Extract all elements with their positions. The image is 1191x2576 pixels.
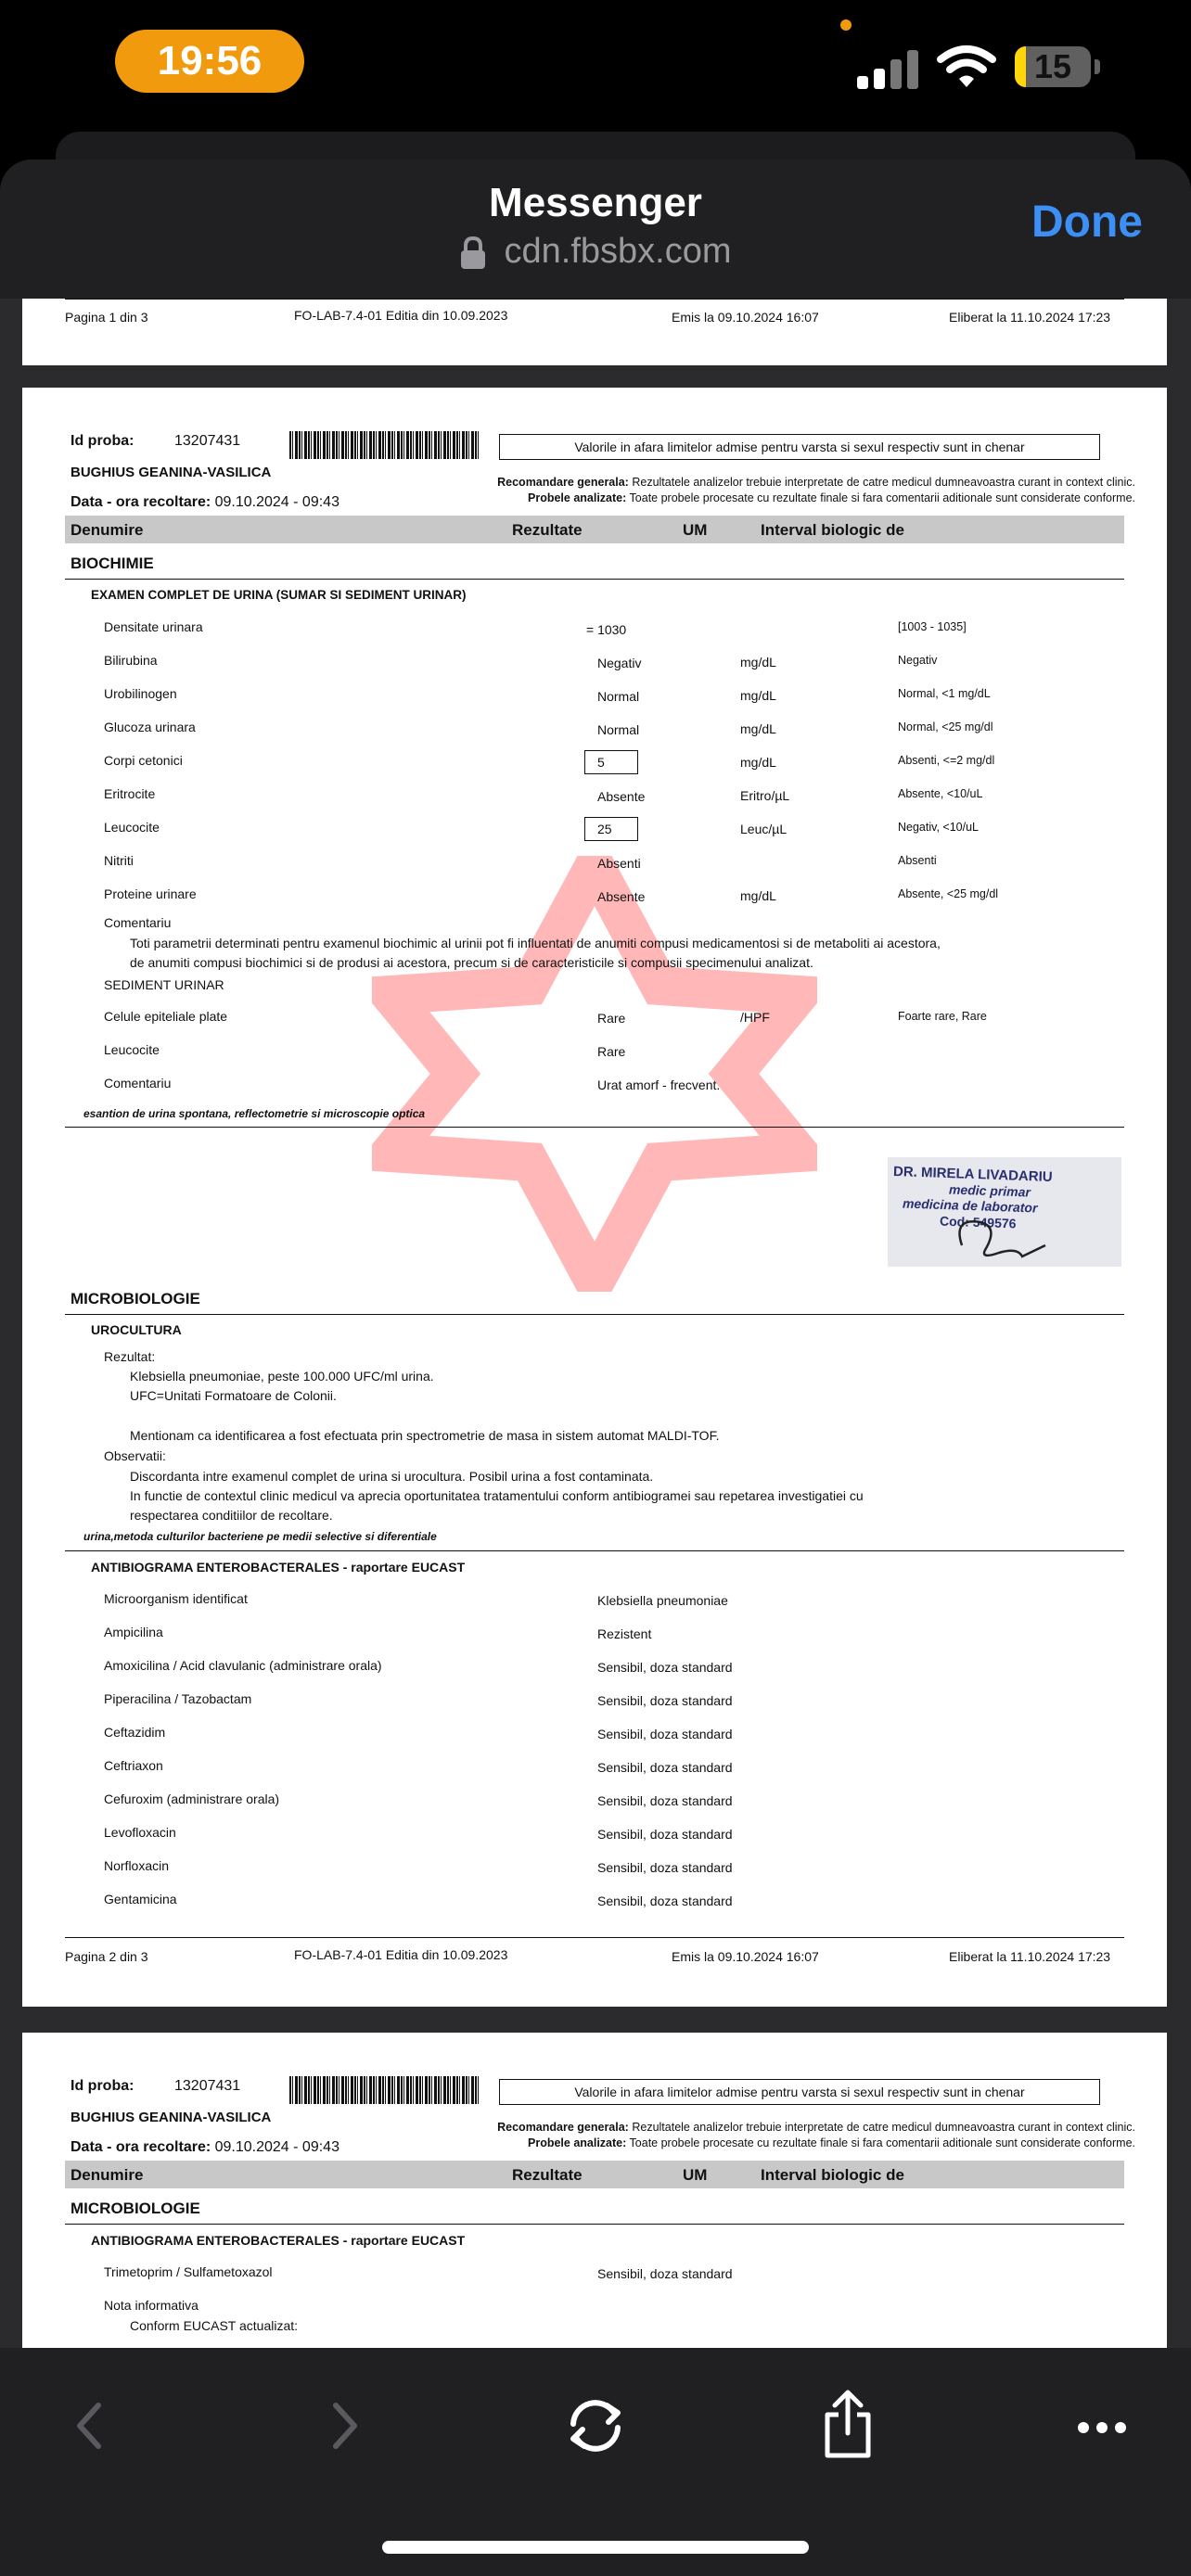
footer-page: Pagina 2 din 3 (65, 1949, 148, 1964)
sediment-row-value: Urat amorf - frecvent. (597, 1078, 721, 1092)
battery-tip (1095, 59, 1100, 74)
footer-eliberat: Eliberat la 11.10.2024 17:23 (949, 310, 1111, 325)
stamp-line-3: medicina de laborator (902, 1195, 1038, 1216)
back-icon[interactable] (70, 2398, 108, 2454)
result-row-um: Leuc/µL (740, 822, 788, 836)
result-row-value: Negativ (597, 656, 642, 670)
reload-icon[interactable] (564, 2394, 627, 2457)
observatii-line-2: In functie de contextul clinic medicul va aprecia oportunitatea tratamentului conform antibiogramei sau repetarea investigatiei cu (130, 1488, 864, 1503)
antibiogram-row-result: Sensibil, doza standard (597, 1760, 733, 1775)
rec-label: Recomandare generala: (497, 476, 629, 489)
date-label: Data - ora recoltare: (70, 2139, 211, 2155)
result-row-um: mg/dL (740, 721, 776, 736)
id-label: Id proba: (70, 433, 134, 449)
date-label: Data - ora recoltare: (70, 494, 211, 510)
col-result: Rezultate (512, 2166, 583, 2184)
sediment-row-interval: Foarte rare, Rare (898, 1010, 987, 1023)
rezultat-line-1: Klebsiella pneumoniae, peste 100.000 UFC/ml urina. (130, 1369, 434, 1384)
share-icon[interactable] (820, 2387, 876, 2461)
nota-label: Nota informativa (104, 2298, 198, 2313)
signature-icon (943, 1208, 1073, 1264)
notice-box: Valorile in afara limitelor admise pentru varsta si sexul respectiv sunt in chenar (499, 2079, 1100, 2105)
antibiogram-row-result: Sensibil, doza standard (597, 2266, 733, 2281)
antibiogram-row-name: Ceftazidim (104, 1725, 166, 1740)
sediment-row-name: Leucocite (104, 1042, 160, 1057)
lock-icon (460, 236, 486, 270)
probe-text: Toate probele procesate cu rezultate finale si fara comentarii aditionale sunt considerate conforme. (629, 2136, 1135, 2149)
rec-text: Rezultatele analizelor trebuie interpretate de catre medicul dumneavoastra curant in context clinic. (632, 476, 1135, 489)
url-text: cdn.fbsbx.com (504, 232, 732, 271)
more-icon[interactable] (1076, 2420, 1128, 2435)
recommendation (497, 2121, 1135, 2134)
bottom-toolbar (0, 2348, 1191, 2576)
result-row-um: mg/dL (740, 755, 776, 770)
result-row-um: Eritro/µL (740, 788, 790, 803)
pdf-page-3 (22, 2033, 1167, 2348)
collection-date (70, 494, 339, 511)
col-result: Rezultate (512, 521, 583, 539)
sediment-row-value: Rare (597, 1044, 626, 1059)
sediment-row-um: /HPF (740, 1010, 770, 1025)
result-row-interval: Negativ, <10/uL (898, 821, 979, 834)
signature-stamp (888, 1157, 1121, 1267)
antibiogram-row-name: Levofloxacin (104, 1825, 176, 1840)
section-microbiologie: MICROBIOLOGIE (70, 1290, 200, 1307)
patient-name: BUGHIUS GEANINA-VASILICA (70, 2110, 272, 2125)
result-row-value: Normal (597, 722, 640, 737)
antibiogram-row-name: Ampicilina (104, 1625, 163, 1639)
col-interval: Interval biologic de (761, 521, 904, 539)
recommendation (497, 476, 1135, 489)
footer-form: FO-LAB-7.4-01 Editia din 10.09.2023 (294, 308, 508, 323)
result-row-name: Urobilinogen (104, 686, 177, 701)
result-row-value: Absenti (597, 856, 641, 871)
probe-analyzed (528, 491, 1135, 504)
result-row-um: mg/dL (740, 655, 776, 670)
rec-label: Recomandare generala: (497, 2121, 629, 2134)
pdf-page-2 (22, 388, 1167, 2007)
url-bar[interactable] (0, 232, 1191, 272)
rezultat-line-3: Mentionam ca identificarea a fost efectuata prin spectrometrie de masa in sistem automat MALDI-TOF. (130, 1428, 720, 1443)
result-row-interval: Normal, <1 mg/dL (898, 687, 991, 700)
result-row-value: 5 (597, 755, 605, 770)
section-microbiologie: MICROBIOLOGIE (70, 2200, 200, 2217)
battery-icon (1015, 46, 1091, 87)
id-label: Id proba: (70, 2078, 134, 2094)
urocultura-title: UROCULTURA (91, 1322, 182, 1337)
stamp-line-4: Cod: 549576 (939, 1213, 1017, 1231)
result-row-interval: Absente, <25 mg/dl (898, 887, 999, 900)
probe-text: Toate probele procesate cu rezultate finale si fara comentarii aditionale sunt considerate conforme. (629, 491, 1135, 504)
observatii-label: Observatii: (104, 1448, 166, 1463)
antibiogram-row-result: Sensibil, doza standard (597, 1693, 733, 1708)
result-row-name: Glucoza urinara (104, 720, 196, 734)
col-um: UM (683, 2166, 708, 2184)
id-value: 13207431 (174, 433, 241, 449)
observatii-line-1: Discordanta intre examenul complet de urina si urocultura. Posibil urina a fost contaminata. (130, 1469, 654, 1484)
antibiogram-row-name: Norfloxacin (104, 1858, 170, 1873)
home-indicator[interactable] (382, 2541, 809, 2554)
probe-label: Probele analizate: (528, 2136, 627, 2149)
watermark-star-icon (372, 856, 817, 1292)
antibiogram-row-name: Ceftriaxon (104, 1758, 163, 1773)
col-name: Denumire (70, 521, 144, 539)
nota-text: Conform EUCAST actualizat: (130, 2318, 299, 2333)
result-row-value: Normal (597, 689, 640, 704)
antibiogram-row-result: Sensibil, doza standard (597, 1860, 733, 1875)
battery-level: 15 (1033, 47, 1072, 85)
result-row-um: mg/dL (740, 688, 776, 703)
privacy-indicator (840, 19, 852, 31)
biochimie-method: esantion de urina spontana, reflectometrie si microscopie optica (83, 1107, 426, 1120)
rec-text: Rezultatele analizelor trebuie interpretate de catre medicul dumneavoastra curant in context clinic. (632, 2121, 1135, 2134)
barcode (289, 2076, 480, 2104)
result-row-value: Absente (597, 789, 646, 804)
antibiogram-row-result: Sensibil, doza standard (597, 1827, 733, 1842)
result-row-um: mg/dL (740, 888, 776, 903)
footer-emis: Emis la 09.10.2024 16:07 (672, 310, 819, 325)
sediment-row-name: Comentariu (104, 1076, 172, 1090)
result-row-interval: [1003 - 1035] (898, 620, 967, 633)
antibiogram-row-result: Sensibil, doza standard (597, 1894, 733, 1908)
antibiogram-row-result: Klebsiella pneumoniae (597, 1593, 728, 1608)
result-row-name: Nitriti (104, 853, 134, 868)
antibiogram-row-name: Trimetoprim / Sulfametoxazol (104, 2264, 273, 2279)
result-row-value: Absente (597, 889, 646, 904)
section-biochimie: BIOCHIMIE (70, 555, 154, 572)
sediment-row-value: Rare (597, 1011, 626, 1026)
forward-icon[interactable] (327, 2398, 364, 2454)
barcode (289, 431, 480, 459)
antibiogram-row-name: Gentamicina (104, 1892, 177, 1906)
result-row-interval: Absenti (898, 854, 937, 867)
result-row-interval: Normal, <25 mg/dl (898, 721, 993, 733)
pdf-page-1 (22, 299, 1167, 365)
antibiogram-row-result: Sensibil, doza standard (597, 1727, 733, 1741)
sediment-row-name: Celule epiteliale plate (104, 1009, 228, 1024)
microbiologie-method: urina,metoda culturilor bacteriene pe medii selective si diferentiale (83, 1530, 437, 1543)
comment-line-1: Toti parametrii determinati pentru examenul biochimic al urinii pot fi influentati de anumiti compusi medicamentosi si de metaboliti ai acestora, (130, 936, 941, 950)
result-row-interval: Negativ (898, 654, 938, 667)
antibiogram-row-name: Microorganism identificat (104, 1591, 248, 1606)
rezultat-line-2: UFC=Unitati Formatoare de Colonii. (130, 1388, 337, 1403)
out-of-range-box (584, 750, 638, 774)
sediment-title: SEDIMENT URINAR (104, 977, 224, 992)
probe-label: Probele analizate: (528, 491, 627, 504)
exam-title: EXAMEN COMPLET DE URINA (SUMAR SI SEDIMENT URINAR) (91, 588, 467, 602)
signal-icon (857, 48, 920, 89)
collection-date (70, 2139, 339, 2156)
result-row-name: Eritrocite (104, 786, 156, 801)
result-row-interval: Absenti, <=2 mg/dl (898, 754, 995, 767)
notice-box: Valorile in afara limitelor admise pentru varsta si sexul respectiv sunt in chenar (499, 434, 1100, 460)
stamp-line-2: medic primar (948, 1181, 1031, 1200)
footer-emis: Emis la 09.10.2024 16:07 (672, 1949, 819, 1964)
footer-form: FO-LAB-7.4-01 Editia din 10.09.2023 (294, 1947, 508, 1962)
done-button[interactable]: Done (1031, 198, 1143, 247)
col-name: Denumire (70, 2166, 144, 2184)
rezultat-label: Rezultat: (104, 1349, 156, 1364)
comment-label: Comentariu (104, 915, 172, 930)
id-value: 13207431 (174, 2078, 241, 2094)
date-value: 09.10.2024 - 09:43 (214, 2139, 339, 2155)
antibiogram-row-name: Amoxicilina / Acid clavulanic (administrare orala) (104, 1658, 382, 1673)
result-row-name: Leucocite (104, 820, 160, 835)
observatii-line-3: respectarea conditiilor de recoltare. (130, 1508, 333, 1523)
result-row-name: Proteine urinare (104, 886, 197, 901)
browser-header (0, 159, 1191, 299)
column-header (65, 516, 1124, 543)
result-row-name: Corpi cetonici (104, 753, 183, 768)
result-row-interval: Absente, <10/uL (898, 787, 983, 800)
antibiogram-row-name: Cefuroxim (administrare orala) (104, 1792, 280, 1806)
column-header (65, 2161, 1124, 2188)
antibiogram-title: ANTIBIOGRAMA ENTEROBACTERALES - raportare EUCAST (91, 1560, 466, 1575)
col-um: UM (683, 521, 708, 539)
page-title: Messenger (489, 180, 702, 225)
status-time[interactable]: 19:56 (115, 30, 304, 93)
result-row-name: Bilirubina (104, 653, 158, 668)
date-value: 09.10.2024 - 09:43 (214, 494, 339, 510)
antibiogram-row-name: Piperacilina / Tazobactam (104, 1691, 252, 1706)
result-row-value: = 1030 (586, 622, 627, 637)
result-row-value: 25 (597, 822, 612, 836)
wifi-icon (937, 45, 996, 89)
antibiogram-title: ANTIBIOGRAMA ENTEROBACTERALES - raportare EUCAST (91, 2233, 466, 2248)
antibiogram-row-result: Rezistent (597, 1626, 652, 1641)
footer-page: Pagina 1 din 3 (65, 310, 148, 325)
document-viewer[interactable] (0, 299, 1191, 2348)
footer-eliberat: Eliberat la 11.10.2024 17:23 (949, 1949, 1111, 1964)
probe-analyzed (528, 2136, 1135, 2149)
antibiogram-row-result: Sensibil, doza standard (597, 1660, 733, 1675)
status-bar (0, 0, 1191, 130)
result-row-name: Densitate urinara (104, 619, 203, 634)
comment-line-2: de anumiti compusi biochimici si de produsi ai acestora, precum si de caracteristicile si compusii specimenului analizat. (130, 955, 813, 970)
patient-name: BUGHIUS GEANINA-VASILICA (70, 465, 272, 480)
antibiogram-row-result: Sensibil, doza standard (597, 1793, 733, 1808)
stamp-line-1: DR. MIRELA LIVADARIU (892, 1164, 1053, 1185)
col-interval: Interval biologic de (761, 2166, 904, 2184)
